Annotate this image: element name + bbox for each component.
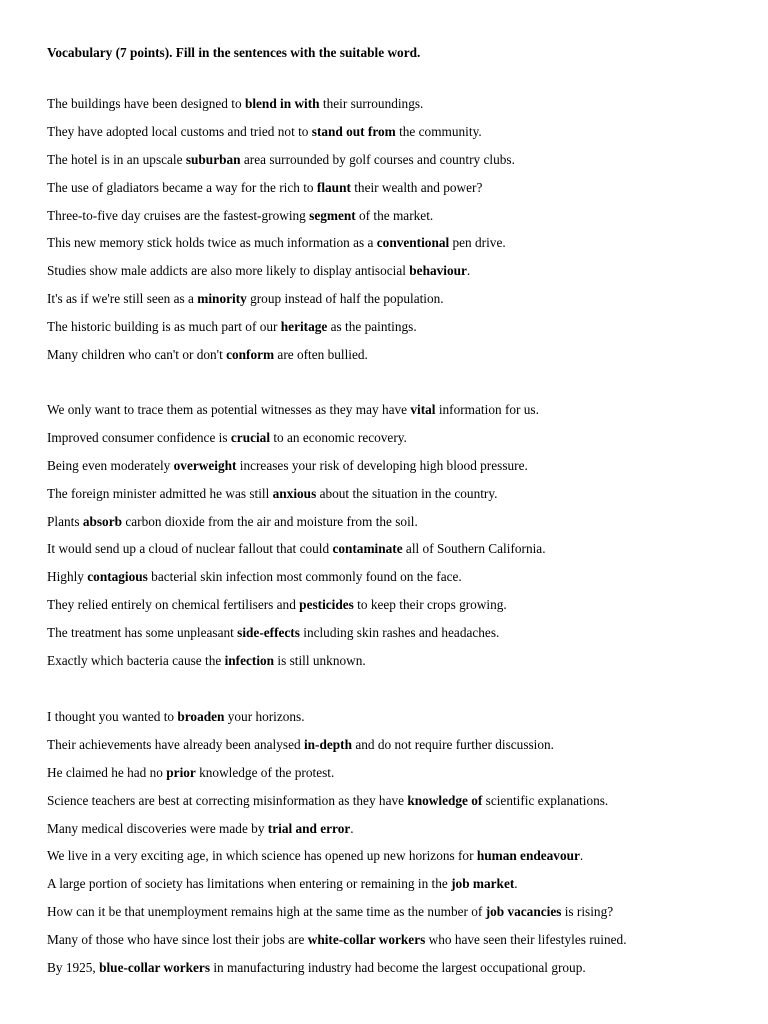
sentence-text-after: your horizons.	[224, 709, 305, 724]
sentence-text-after: in manufacturing industry had become the largest occupational group.	[210, 960, 586, 976]
sentence	[47, 707, 757, 735]
sentence-text-before: Being even moderately	[47, 457, 174, 473]
sentence	[47, 930, 757, 958]
sentence	[47, 791, 757, 819]
answer-word: anxious	[272, 485, 317, 501]
sentence	[47, 94, 757, 122]
answer-word: flaunt	[316, 179, 351, 195]
sentence-text-before: We only want to trace them as potential witnesses as they may have	[47, 402, 411, 417]
sentence-group-1	[47, 94, 757, 373]
sentence	[47, 567, 757, 595]
sentence-text-before: We live in a very exciting age, in which science has opened up new horizons for	[47, 848, 477, 864]
sentence	[47, 539, 757, 567]
sentence-text-after: all of Southern California.	[402, 541, 546, 557]
sentence-text-after: knowledge of the protest.	[195, 764, 335, 780]
sentence-text-before: The hotel is in an upscale	[47, 151, 186, 167]
sentence-text-before: Their achievements have already been analysed	[47, 736, 304, 752]
sentence	[47, 428, 757, 456]
answer-word: vital	[410, 402, 436, 417]
sentence-text-after: the community.	[395, 123, 482, 139]
sentence-text-after: information for us.	[435, 402, 539, 417]
sentence-text-after: scientific explanations.	[482, 792, 609, 808]
answer-word: contagious	[87, 569, 148, 585]
sentence	[47, 958, 757, 986]
answer-word: crucial	[230, 429, 271, 445]
sentence-text-after: .	[514, 876, 518, 892]
sentence-text-before: They relied entirely on chemical fertilisers and	[47, 597, 300, 613]
sentence-text-after: increases your risk of developing high blood pressure.	[236, 457, 528, 473]
sentence	[47, 763, 757, 791]
sentence	[47, 317, 757, 345]
sentence	[47, 261, 757, 289]
sentence-text-after: pen drive.	[449, 235, 506, 251]
sentence-text-before: How can it be that unemployment remains high at the same time as the number of	[47, 904, 486, 920]
sentence-text-before: Many medical discoveries were made by	[47, 820, 268, 836]
sentence-text-before: Many children who can't or don't	[47, 347, 227, 363]
sentence	[47, 400, 757, 428]
sentence-text-before: Highly	[47, 569, 88, 585]
sentence-text-before: He claimed he had no	[47, 764, 167, 780]
answer-word: absorb	[82, 513, 123, 529]
sentence-text-before: A large portion of society has limitations when entering or remaining in the	[47, 876, 452, 892]
answer-word: job market	[451, 876, 515, 892]
sentence-text-before: It would send up a cloud of nuclear fallout that could	[47, 541, 333, 557]
answer-word: minority	[197, 291, 247, 307]
sentence-text-before: By 1925,	[47, 960, 100, 976]
answer-word: suburban	[185, 151, 241, 167]
sentence	[47, 902, 757, 930]
sentence-text-after: their wealth and power?	[350, 179, 483, 195]
sentence-text-after: their surroundings.	[319, 96, 424, 111]
sentence-text-before: Science teachers are best at correcting misinformation as they have	[47, 792, 408, 808]
answer-word: broaden	[177, 709, 225, 724]
sentence-text-after: .	[466, 263, 471, 279]
sentence	[47, 846, 757, 874]
sentence-text-after: area surrounded by golf courses and country clubs.	[240, 151, 515, 167]
answer-word: job vacancies	[485, 904, 562, 920]
sentence-text-before: The use of gladiators became a way for the rich to	[47, 179, 317, 195]
sentence-text-after: to an economic recovery.	[270, 429, 407, 445]
answer-word: side-effects	[237, 625, 300, 641]
answer-word: in-depth	[303, 736, 352, 752]
sentence-text-after: group instead of half the population.	[246, 291, 444, 307]
sentence-text-after: including skin rashes and headaches.	[299, 625, 500, 641]
sentence-text-after: carbon dioxide from the air and moisture from the soil.	[122, 513, 418, 529]
sentence-text-after: .	[579, 848, 584, 864]
sentence	[47, 122, 757, 150]
sentence-group-2	[47, 400, 757, 679]
page-title: Vocabulary (7 points). Fill in the sentences with the suitable word.	[47, 45, 421, 60]
answer-word: conform	[226, 347, 275, 363]
answer-word: conventional	[376, 235, 450, 251]
answer-word: stand out from	[311, 123, 396, 139]
sentence-text-before: This new memory stick holds twice as much information as a	[47, 235, 377, 251]
sentence	[47, 345, 757, 373]
answer-word: segment	[309, 207, 356, 223]
sentence-text-after: about the situation in the country.	[316, 485, 498, 501]
sentence-text-after: is rising?	[561, 904, 614, 920]
sentence-text-after: to keep their crops growing.	[353, 597, 507, 613]
sentence	[47, 178, 757, 206]
answer-word: heritage	[280, 319, 328, 335]
sentence-text-after: is still unknown.	[274, 653, 366, 669]
sentence-text-before: The foreign minister admitted he was still	[47, 485, 273, 501]
answer-word: pesticides	[299, 597, 354, 613]
answer-word: contaminate	[332, 541, 403, 557]
sentence	[47, 456, 757, 484]
sentence	[47, 595, 757, 623]
answer-word: overweight	[173, 457, 237, 473]
answer-word: infection	[224, 653, 275, 669]
sentence-text-after: who have seen their lifestyles ruined.	[425, 932, 627, 948]
sentence-group-3	[47, 707, 757, 986]
sentence-text-before: Plants	[47, 513, 83, 529]
sentence-text-before: The historic building is as much part of our	[47, 319, 281, 335]
sentence-text-before: The buildings have been designed to	[47, 96, 245, 111]
sentence	[47, 206, 757, 234]
sentence	[47, 623, 757, 651]
sentence-text-before: Exactly which bacteria cause the	[47, 653, 225, 669]
answer-word: blue-collar workers	[99, 960, 211, 976]
sentence-text-before: They have adopted local customs and tried not to	[47, 123, 312, 139]
sentence-text-before: Improved consumer confidence is	[47, 429, 231, 445]
answer-word: prior	[166, 764, 196, 780]
sentence-text-after: .	[350, 820, 354, 836]
sentence	[47, 512, 757, 540]
sentence	[47, 150, 757, 178]
sentence	[47, 874, 757, 902]
answer-word: human endeavour	[476, 848, 580, 864]
sentence-text-after: as the paintings.	[327, 319, 417, 335]
sentence-text-before: Studies show male addicts are also more likely to display antisocial	[47, 263, 410, 279]
sentence-text-after: and do not require further discussion.	[352, 736, 554, 752]
answer-word: trial and error	[267, 820, 351, 836]
sentence	[47, 735, 757, 763]
sentence-text-before: Three-to-five day cruises are the fastest-growing	[47, 207, 310, 223]
sentence-text-before: The treatment has some unpleasant	[47, 625, 238, 641]
sentence	[47, 484, 757, 512]
answer-word: white-collar workers	[307, 932, 426, 948]
sentence-text-before: I thought you wanted to	[47, 709, 178, 724]
sentence-text-before: It's as if we're still seen as a	[47, 291, 198, 307]
sentence-text-after: of the market.	[355, 207, 434, 223]
sentence	[47, 289, 757, 317]
sentence	[47, 233, 757, 261]
sentence-text-before: Many of those who have since lost their jobs are	[47, 932, 308, 948]
sentence	[47, 819, 757, 847]
sentence-text-after: are often bullied.	[274, 347, 368, 363]
answer-word: behaviour	[409, 263, 467, 279]
sentence	[47, 651, 757, 679]
answer-word: blend in with	[244, 96, 320, 111]
answer-word: knowledge of	[407, 792, 483, 808]
sentence-text-after: bacterial skin infection most commonly found on the face.	[147, 569, 462, 585]
